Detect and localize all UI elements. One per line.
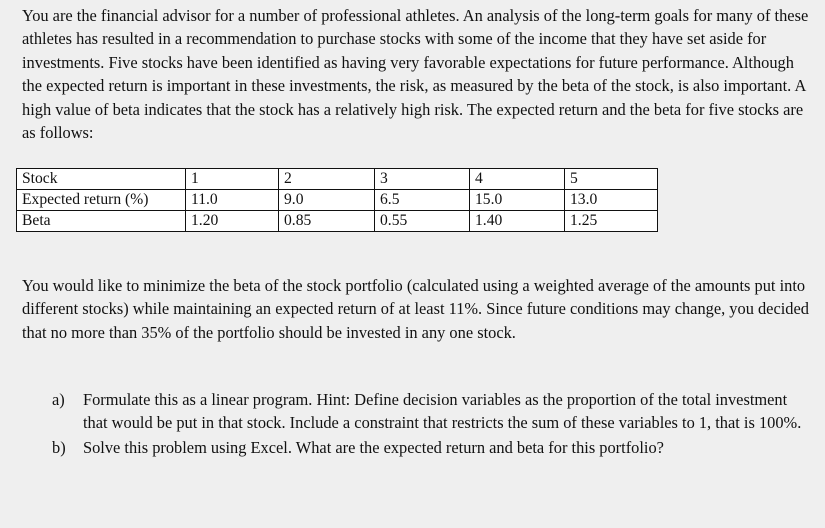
table-row-expected-return <box>17 190 658 211</box>
stock-2-beta: 0.85 <box>279 211 375 232</box>
question-a <box>52 388 802 435</box>
stock-2-id: 2 <box>279 169 375 190</box>
stock-1-beta: 1.20 <box>186 211 279 232</box>
question-b-text: Solve this problem using Excel. What are the expected return and beta for this portfolio? <box>83 437 664 457</box>
question-b-label: b) <box>52 437 66 457</box>
row-header-expected-return: Expected return (%) <box>17 190 186 211</box>
stock-2-return: 9.0 <box>279 190 375 211</box>
question-a-text: Formulate this as a linear program. Hint: Define decision variables as the proportion of the total investment that would be put in that stock. Include a constraint that restricts the sum of these variables to 1, that is 100%. <box>83 390 802 433</box>
question-a-label: a) <box>52 390 65 409</box>
stock-5-beta: 1.25 <box>565 211 658 232</box>
stock-4-return: 15.0 <box>470 190 565 211</box>
row-header-beta: Beta <box>17 211 186 232</box>
stock-5-return: 13.0 <box>565 190 658 211</box>
stock-3-return: 6.5 <box>375 190 470 211</box>
intro-paragraph: You are the financial advisor for a number of professional athletes. An analysis of the long-term goals for many of these athletes has resulted in a recommendation to purchase stocks with some of the income that they have set aside for investments. Five stocks have been identified as having very favorable expectations for future performance. Although the expected return is important in these investments, the risk, as measured by the beta of the stock, is also important. A high value of beta indicates that the stock has a relatively high risk. The expected return and the beta for five stocks are as follows: <box>22 6 809 143</box>
row-header-stock: Stock <box>17 169 186 190</box>
stock-3-id: 3 <box>375 169 470 190</box>
stock-1-id: 1 <box>186 169 279 190</box>
stock-4-beta: 1.40 <box>470 211 565 232</box>
stock-1-return: 11.0 <box>186 190 279 211</box>
stock-3-beta: 0.55 <box>375 211 470 232</box>
question-list <box>52 388 802 460</box>
stock-5-id: 5 <box>565 169 658 190</box>
question-b <box>52 436 802 459</box>
stock-4-id: 4 <box>470 169 565 190</box>
table-row-beta <box>17 211 658 232</box>
table-row-stock <box>17 169 658 190</box>
stock-data-table <box>16 168 658 232</box>
objective-paragraph: You would like to minimize the beta of the stock portfolio (calculated using a weighted average of the amounts put into different stocks) while maintaining an expected return of at least 11%. Since future conditions may change, you decided that no more than 35% of the portfolio should be invested in any one stock. <box>22 276 809 342</box>
